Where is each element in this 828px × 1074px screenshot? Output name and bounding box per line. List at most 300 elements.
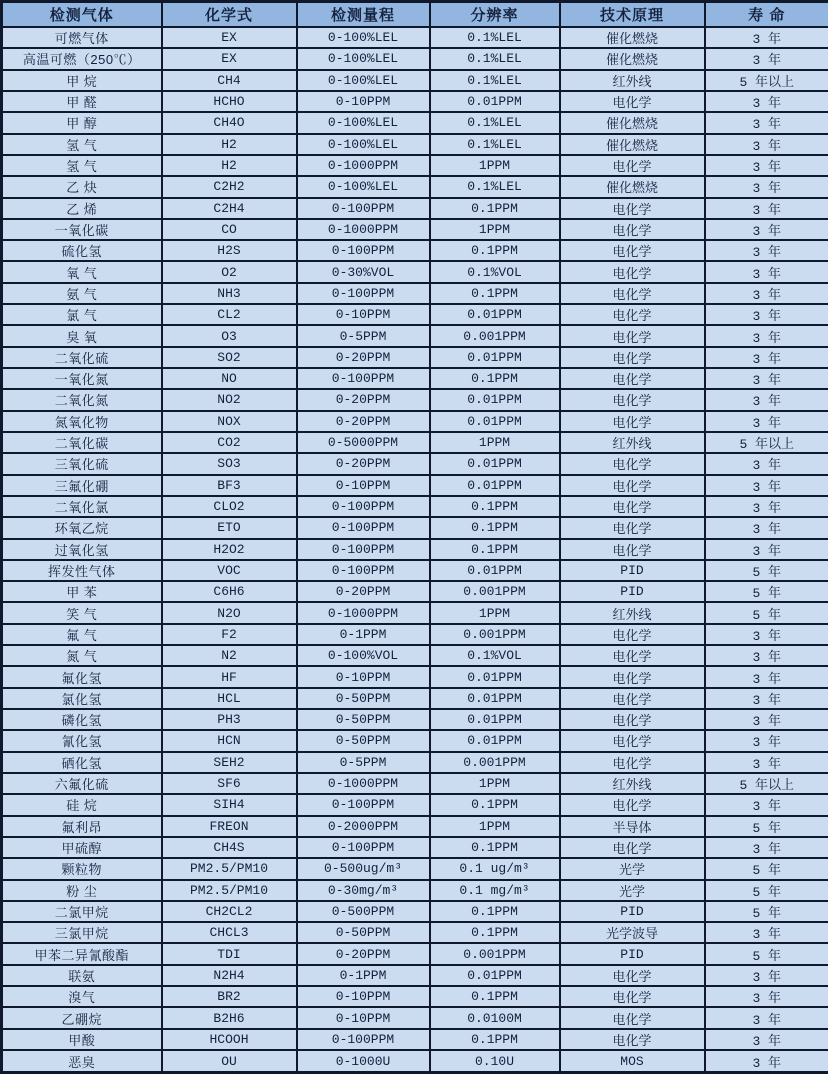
cell-principle: 光学 — [560, 880, 705, 901]
cell-principle: 电化学 — [560, 219, 705, 240]
cell-formula: C6H6 — [162, 581, 297, 602]
table-row — [2, 986, 828, 1007]
cell-gas: 恶臭 — [2, 1050, 162, 1073]
cell-range: 0-100PPM — [297, 517, 430, 538]
cell-range: 0-1000PPM — [297, 602, 430, 623]
cell-lifespan: 5 年 — [705, 816, 828, 837]
cell-formula: CL2 — [162, 304, 297, 325]
cell-formula: HCN — [162, 730, 297, 751]
cell-principle: 红外线 — [560, 602, 705, 623]
cell-formula: PM2.5/PM10 — [162, 858, 297, 879]
cell-gas: 硫化氢 — [2, 240, 162, 261]
cell-formula: O3 — [162, 325, 297, 346]
cell-formula: CH4O — [162, 112, 297, 133]
cell-gas: 二氯甲烷 — [2, 901, 162, 922]
cell-lifespan: 3 年 — [705, 411, 828, 432]
cell-range: 0-1000PPM — [297, 155, 430, 176]
cell-formula: EX — [162, 27, 297, 48]
table-row — [2, 261, 828, 282]
cell-formula: EX — [162, 48, 297, 69]
cell-range: 0-100PPM — [297, 837, 430, 858]
cell-range: 0-100%LEL — [297, 27, 430, 48]
header-row — [2, 2, 828, 28]
table-row — [2, 134, 828, 155]
column-header-lifespan: 寿 命 — [705, 2, 828, 28]
cell-gas: 二氧化氮 — [2, 389, 162, 410]
cell-gas: 硅 烷 — [2, 794, 162, 815]
cell-gas: 三氧化硫 — [2, 453, 162, 474]
cell-lifespan: 3 年 — [705, 1050, 828, 1073]
cell-principle: 电化学 — [560, 304, 705, 325]
cell-lifespan: 3 年 — [705, 475, 828, 496]
cell-resolution: 0.01PPM — [430, 475, 560, 496]
cell-lifespan: 3 年 — [705, 91, 828, 112]
cell-formula: HCHO — [162, 91, 297, 112]
cell-resolution: 0.1PPM — [430, 539, 560, 560]
table-row — [2, 560, 828, 581]
table-row — [2, 176, 828, 197]
cell-formula: PM2.5/PM10 — [162, 880, 297, 901]
cell-lifespan: 5 年 — [705, 880, 828, 901]
cell-gas: 氮氧化物 — [2, 411, 162, 432]
cell-lifespan: 3 年 — [705, 1007, 828, 1028]
cell-range: 0-100%LEL — [297, 112, 430, 133]
cell-gas: 六氟化硫 — [2, 773, 162, 794]
cell-resolution: 0.10U — [430, 1050, 560, 1073]
cell-resolution: 0.1%LEL — [430, 112, 560, 133]
cell-resolution: 0.01PPM — [430, 560, 560, 581]
cell-resolution: 1PPM — [430, 773, 560, 794]
cell-range: 0-10PPM — [297, 475, 430, 496]
cell-gas: 三氯甲烷 — [2, 922, 162, 943]
cell-range: 0-20PPM — [297, 411, 430, 432]
cell-resolution: 0.1%LEL — [430, 70, 560, 91]
cell-formula: CO — [162, 219, 297, 240]
cell-principle: 电化学 — [560, 496, 705, 517]
cell-lifespan: 3 年 — [705, 1029, 828, 1050]
cell-formula: NO2 — [162, 389, 297, 410]
cell-resolution: 0.01PPM — [430, 688, 560, 709]
cell-resolution: 0.1PPM — [430, 986, 560, 1007]
cell-gas: 溴气 — [2, 986, 162, 1007]
cell-principle: 光学 — [560, 858, 705, 879]
cell-principle: 电化学 — [560, 1007, 705, 1028]
table-row — [2, 752, 828, 773]
cell-formula: NH3 — [162, 283, 297, 304]
cell-formula: SF6 — [162, 773, 297, 794]
cell-gas: 一氧化碳 — [2, 219, 162, 240]
cell-formula: HCL — [162, 688, 297, 709]
cell-resolution: 0.01PPM — [430, 965, 560, 986]
cell-range: 0-1000U — [297, 1050, 430, 1073]
table-row — [2, 773, 828, 794]
cell-formula: CH2CL2 — [162, 901, 297, 922]
cell-range: 0-50PPM — [297, 709, 430, 730]
cell-principle: 电化学 — [560, 155, 705, 176]
cell-formula: H2O2 — [162, 539, 297, 560]
cell-lifespan: 3 年 — [705, 986, 828, 1007]
cell-lifespan: 5 年 — [705, 581, 828, 602]
cell-principle: PID — [560, 943, 705, 964]
cell-resolution: 0.01PPM — [430, 730, 560, 751]
cell-gas: 氯化氢 — [2, 688, 162, 709]
column-header-principle: 技术原理 — [560, 2, 705, 28]
table-row — [2, 1029, 828, 1050]
table-row — [2, 965, 828, 986]
cell-range: 0-5000PPM — [297, 432, 430, 453]
cell-lifespan: 3 年 — [705, 752, 828, 773]
table-row — [2, 858, 828, 879]
cell-formula: OU — [162, 1050, 297, 1073]
cell-principle: 电化学 — [560, 645, 705, 666]
cell-formula: ETO — [162, 517, 297, 538]
cell-resolution: 0.1PPM — [430, 496, 560, 517]
cell-range: 0-100PPM — [297, 283, 430, 304]
table-row — [2, 922, 828, 943]
cell-principle: 电化学 — [560, 261, 705, 282]
cell-resolution: 0.001PPM — [430, 943, 560, 964]
cell-formula: CO2 — [162, 432, 297, 453]
cell-principle: 电化学 — [560, 453, 705, 474]
cell-gas: 甲 醛 — [2, 91, 162, 112]
cell-range: 0-20PPM — [297, 347, 430, 368]
cell-principle: 电化学 — [560, 347, 705, 368]
cell-formula: C2H2 — [162, 176, 297, 197]
table-row — [2, 432, 828, 453]
cell-gas: 氟化氢 — [2, 666, 162, 687]
cell-gas: 乙 炔 — [2, 176, 162, 197]
table-row — [2, 943, 828, 964]
cell-range: 0-100PPM — [297, 1029, 430, 1050]
cell-principle: 催化燃烧 — [560, 48, 705, 69]
cell-resolution: 0.1%LEL — [430, 134, 560, 155]
cell-formula: H2S — [162, 240, 297, 261]
cell-principle: 电化学 — [560, 411, 705, 432]
cell-range: 0-20PPM — [297, 943, 430, 964]
cell-formula: TDI — [162, 943, 297, 964]
cell-resolution: 1PPM — [430, 602, 560, 623]
cell-gas: 过氧化氢 — [2, 539, 162, 560]
cell-range: 0-50PPM — [297, 730, 430, 751]
cell-gas: 氢 气 — [2, 155, 162, 176]
cell-formula: SO3 — [162, 453, 297, 474]
cell-range: 0-100PPM — [297, 794, 430, 815]
cell-principle: 电化学 — [560, 624, 705, 645]
cell-range: 0-100PPM — [297, 198, 430, 219]
cell-range: 0-100PPM — [297, 368, 430, 389]
cell-lifespan: 3 年 — [705, 112, 828, 133]
table-row — [2, 517, 828, 538]
table-row — [2, 602, 828, 623]
cell-formula: H2 — [162, 155, 297, 176]
cell-gas: 一氧化氮 — [2, 368, 162, 389]
cell-gas: 挥发性气体 — [2, 560, 162, 581]
cell-lifespan: 3 年 — [705, 261, 828, 282]
cell-range: 0-30%VOL — [297, 261, 430, 282]
cell-lifespan: 3 年 — [705, 304, 828, 325]
cell-formula: NO — [162, 368, 297, 389]
cell-range: 0-500PPM — [297, 901, 430, 922]
cell-gas: 臭 氧 — [2, 325, 162, 346]
cell-formula: SIH4 — [162, 794, 297, 815]
cell-principle: PID — [560, 901, 705, 922]
cell-lifespan: 3 年 — [705, 198, 828, 219]
cell-gas: 粉 尘 — [2, 880, 162, 901]
cell-resolution: 0.01PPM — [430, 304, 560, 325]
cell-formula: CH4S — [162, 837, 297, 858]
cell-range: 0-500ug/m³ — [297, 858, 430, 879]
cell-principle: 红外线 — [560, 773, 705, 794]
cell-resolution: 0.1%LEL — [430, 27, 560, 48]
cell-formula: N2H4 — [162, 965, 297, 986]
cell-lifespan: 3 年 — [705, 965, 828, 986]
cell-range: 0-100%LEL — [297, 134, 430, 155]
table-header — [2, 2, 828, 28]
cell-gas: 氢 气 — [2, 134, 162, 155]
cell-lifespan: 3 年 — [705, 176, 828, 197]
cell-lifespan: 3 年 — [705, 496, 828, 517]
cell-lifespan: 3 年 — [705, 389, 828, 410]
cell-range: 0-1PPM — [297, 965, 430, 986]
cell-principle: 电化学 — [560, 240, 705, 261]
cell-range: 0-1000PPM — [297, 773, 430, 794]
cell-range: 0-1000PPM — [297, 219, 430, 240]
cell-formula: NOX — [162, 411, 297, 432]
table-row — [2, 91, 828, 112]
cell-range: 0-100%VOL — [297, 645, 430, 666]
cell-lifespan: 3 年 — [705, 794, 828, 815]
cell-principle: 电化学 — [560, 986, 705, 1007]
cell-lifespan: 3 年 — [705, 325, 828, 346]
cell-principle: MOS — [560, 1050, 705, 1073]
cell-range: 0-10PPM — [297, 304, 430, 325]
cell-gas: 乙 烯 — [2, 198, 162, 219]
cell-resolution: 1PPM — [430, 432, 560, 453]
cell-gas: 氟 气 — [2, 624, 162, 645]
cell-lifespan: 3 年 — [705, 922, 828, 943]
cell-resolution: 0.1PPM — [430, 198, 560, 219]
cell-resolution: 0.1PPM — [430, 240, 560, 261]
cell-principle: 电化学 — [560, 91, 705, 112]
cell-formula: BR2 — [162, 986, 297, 1007]
cell-resolution: 1PPM — [430, 219, 560, 240]
cell-lifespan: 3 年 — [705, 837, 828, 858]
cell-principle: PID — [560, 581, 705, 602]
cell-lifespan: 3 年 — [705, 347, 828, 368]
cell-formula: FREON — [162, 816, 297, 837]
cell-gas: 甲硫醇 — [2, 837, 162, 858]
cell-range: 0-1PPM — [297, 624, 430, 645]
cell-principle: 电化学 — [560, 688, 705, 709]
table-row — [2, 581, 828, 602]
cell-formula: H2 — [162, 134, 297, 155]
cell-gas: 甲 烷 — [2, 70, 162, 91]
cell-gas: 甲苯二异氰酸酯 — [2, 943, 162, 964]
cell-lifespan: 5 年以上 — [705, 773, 828, 794]
cell-formula: F2 — [162, 624, 297, 645]
cell-lifespan: 3 年 — [705, 688, 828, 709]
cell-resolution: 0.1%VOL — [430, 645, 560, 666]
cell-principle: 电化学 — [560, 794, 705, 815]
cell-principle: 催化燃烧 — [560, 176, 705, 197]
cell-resolution: 0.1 ug/m³ — [430, 858, 560, 879]
cell-lifespan: 3 年 — [705, 666, 828, 687]
cell-lifespan: 5 年 — [705, 901, 828, 922]
table-row — [2, 112, 828, 133]
cell-resolution: 0.1PPM — [430, 1029, 560, 1050]
cell-lifespan: 5 年 — [705, 858, 828, 879]
cell-lifespan: 3 年 — [705, 155, 828, 176]
cell-range: 0-20PPM — [297, 389, 430, 410]
cell-resolution: 0.1PPM — [430, 901, 560, 922]
cell-gas: 氰化氢 — [2, 730, 162, 751]
cell-range: 0-10PPM — [297, 1007, 430, 1028]
cell-principle: 电化学 — [560, 666, 705, 687]
table-row — [2, 198, 828, 219]
cell-principle: 红外线 — [560, 70, 705, 91]
cell-principle: 催化燃烧 — [560, 27, 705, 48]
cell-resolution: 0.01PPM — [430, 666, 560, 687]
cell-gas: 二氧化氯 — [2, 496, 162, 517]
table-row — [2, 155, 828, 176]
cell-formula: SO2 — [162, 347, 297, 368]
cell-resolution: 0.1PPM — [430, 517, 560, 538]
table-row — [2, 1007, 828, 1028]
cell-principle: 电化学 — [560, 325, 705, 346]
table-row — [2, 709, 828, 730]
table-row — [2, 666, 828, 687]
cell-gas: 笑 气 — [2, 602, 162, 623]
cell-resolution: 0.1PPM — [430, 922, 560, 943]
table-row — [2, 389, 828, 410]
cell-formula: CLO2 — [162, 496, 297, 517]
cell-lifespan: 3 年 — [705, 730, 828, 751]
cell-range: 0-100PPM — [297, 539, 430, 560]
cell-principle: 红外线 — [560, 432, 705, 453]
cell-gas: 高温可燃（250℃） — [2, 48, 162, 69]
cell-principle: 电化学 — [560, 752, 705, 773]
cell-resolution: 0.001PPM — [430, 581, 560, 602]
cell-principle: PID — [560, 560, 705, 581]
cell-gas: 二氧化硫 — [2, 347, 162, 368]
cell-resolution: 0.1PPM — [430, 794, 560, 815]
cell-lifespan: 3 年 — [705, 240, 828, 261]
table-row — [2, 688, 828, 709]
cell-gas: 乙硼烷 — [2, 1007, 162, 1028]
table-row — [2, 645, 828, 666]
cell-resolution: 0.1PPM — [430, 837, 560, 858]
cell-lifespan: 5 年 — [705, 560, 828, 581]
column-header-formula: 化学式 — [162, 2, 297, 28]
cell-principle: 电化学 — [560, 730, 705, 751]
cell-range: 0-50PPM — [297, 688, 430, 709]
cell-formula: N2O — [162, 602, 297, 623]
table-row — [2, 816, 828, 837]
cell-lifespan: 3 年 — [705, 48, 828, 69]
cell-principle: 催化燃烧 — [560, 112, 705, 133]
table-body — [2, 27, 828, 1073]
cell-formula: HF — [162, 666, 297, 687]
cell-resolution: 0.1%LEL — [430, 176, 560, 197]
table-row — [2, 240, 828, 261]
cell-principle: 电化学 — [560, 965, 705, 986]
cell-resolution: 0.01PPM — [430, 709, 560, 730]
cell-resolution: 0.1%LEL — [430, 48, 560, 69]
table-row — [2, 283, 828, 304]
cell-lifespan: 3 年 — [705, 624, 828, 645]
cell-principle: 电化学 — [560, 198, 705, 219]
cell-range: 0-100PPM — [297, 496, 430, 517]
cell-range: 0-100PPM — [297, 560, 430, 581]
cell-principle: 电化学 — [560, 475, 705, 496]
table-row — [2, 794, 828, 815]
table-row — [2, 1050, 828, 1073]
table-row — [2, 880, 828, 901]
cell-range: 0-10PPM — [297, 666, 430, 687]
table-row — [2, 368, 828, 389]
cell-lifespan: 3 年 — [705, 517, 828, 538]
cell-principle: 催化燃烧 — [560, 134, 705, 155]
cell-range: 0-2000PPM — [297, 816, 430, 837]
cell-range: 0-10PPM — [297, 986, 430, 1007]
cell-range: 0-5PPM — [297, 325, 430, 346]
cell-resolution: 0.01PPM — [430, 347, 560, 368]
cell-range: 0-100PPM — [297, 240, 430, 261]
column-header-range: 检测量程 — [297, 2, 430, 28]
cell-principle: 电化学 — [560, 368, 705, 389]
cell-formula: CH4 — [162, 70, 297, 91]
cell-resolution: 0.1 mg/m³ — [430, 880, 560, 901]
cell-principle: 电化学 — [560, 517, 705, 538]
cell-gas: 可燃气体 — [2, 27, 162, 48]
table-row — [2, 475, 828, 496]
cell-lifespan: 5 年 — [705, 602, 828, 623]
cell-gas: 氯 气 — [2, 304, 162, 325]
cell-range: 0-100%LEL — [297, 176, 430, 197]
cell-formula: C2H4 — [162, 198, 297, 219]
cell-gas: 甲 醇 — [2, 112, 162, 133]
table-row — [2, 730, 828, 751]
cell-range: 0-30mg/m³ — [297, 880, 430, 901]
table-row — [2, 48, 828, 69]
cell-principle: 电化学 — [560, 837, 705, 858]
table-row — [2, 496, 828, 517]
cell-resolution: 1PPM — [430, 155, 560, 176]
table-row — [2, 453, 828, 474]
cell-lifespan: 3 年 — [705, 645, 828, 666]
table-row — [2, 347, 828, 368]
cell-formula: N2 — [162, 645, 297, 666]
cell-gas: 甲酸 — [2, 1029, 162, 1050]
table-row — [2, 304, 828, 325]
table-row — [2, 411, 828, 432]
cell-range: 0-100%LEL — [297, 48, 430, 69]
cell-gas: 联氨 — [2, 965, 162, 986]
cell-resolution: 0.001PPM — [430, 752, 560, 773]
cell-gas: 氟利昂 — [2, 816, 162, 837]
cell-resolution: 0.01PPM — [430, 453, 560, 474]
cell-principle: 电化学 — [560, 1029, 705, 1050]
table-row — [2, 837, 828, 858]
cell-resolution: 0.01PPM — [430, 389, 560, 410]
cell-lifespan: 3 年 — [705, 368, 828, 389]
cell-formula: PH3 — [162, 709, 297, 730]
cell-resolution: 1PPM — [430, 816, 560, 837]
cell-lifespan: 3 年 — [705, 283, 828, 304]
cell-principle: 电化学 — [560, 539, 705, 560]
cell-formula: O2 — [162, 261, 297, 282]
cell-gas: 二氧化碳 — [2, 432, 162, 453]
